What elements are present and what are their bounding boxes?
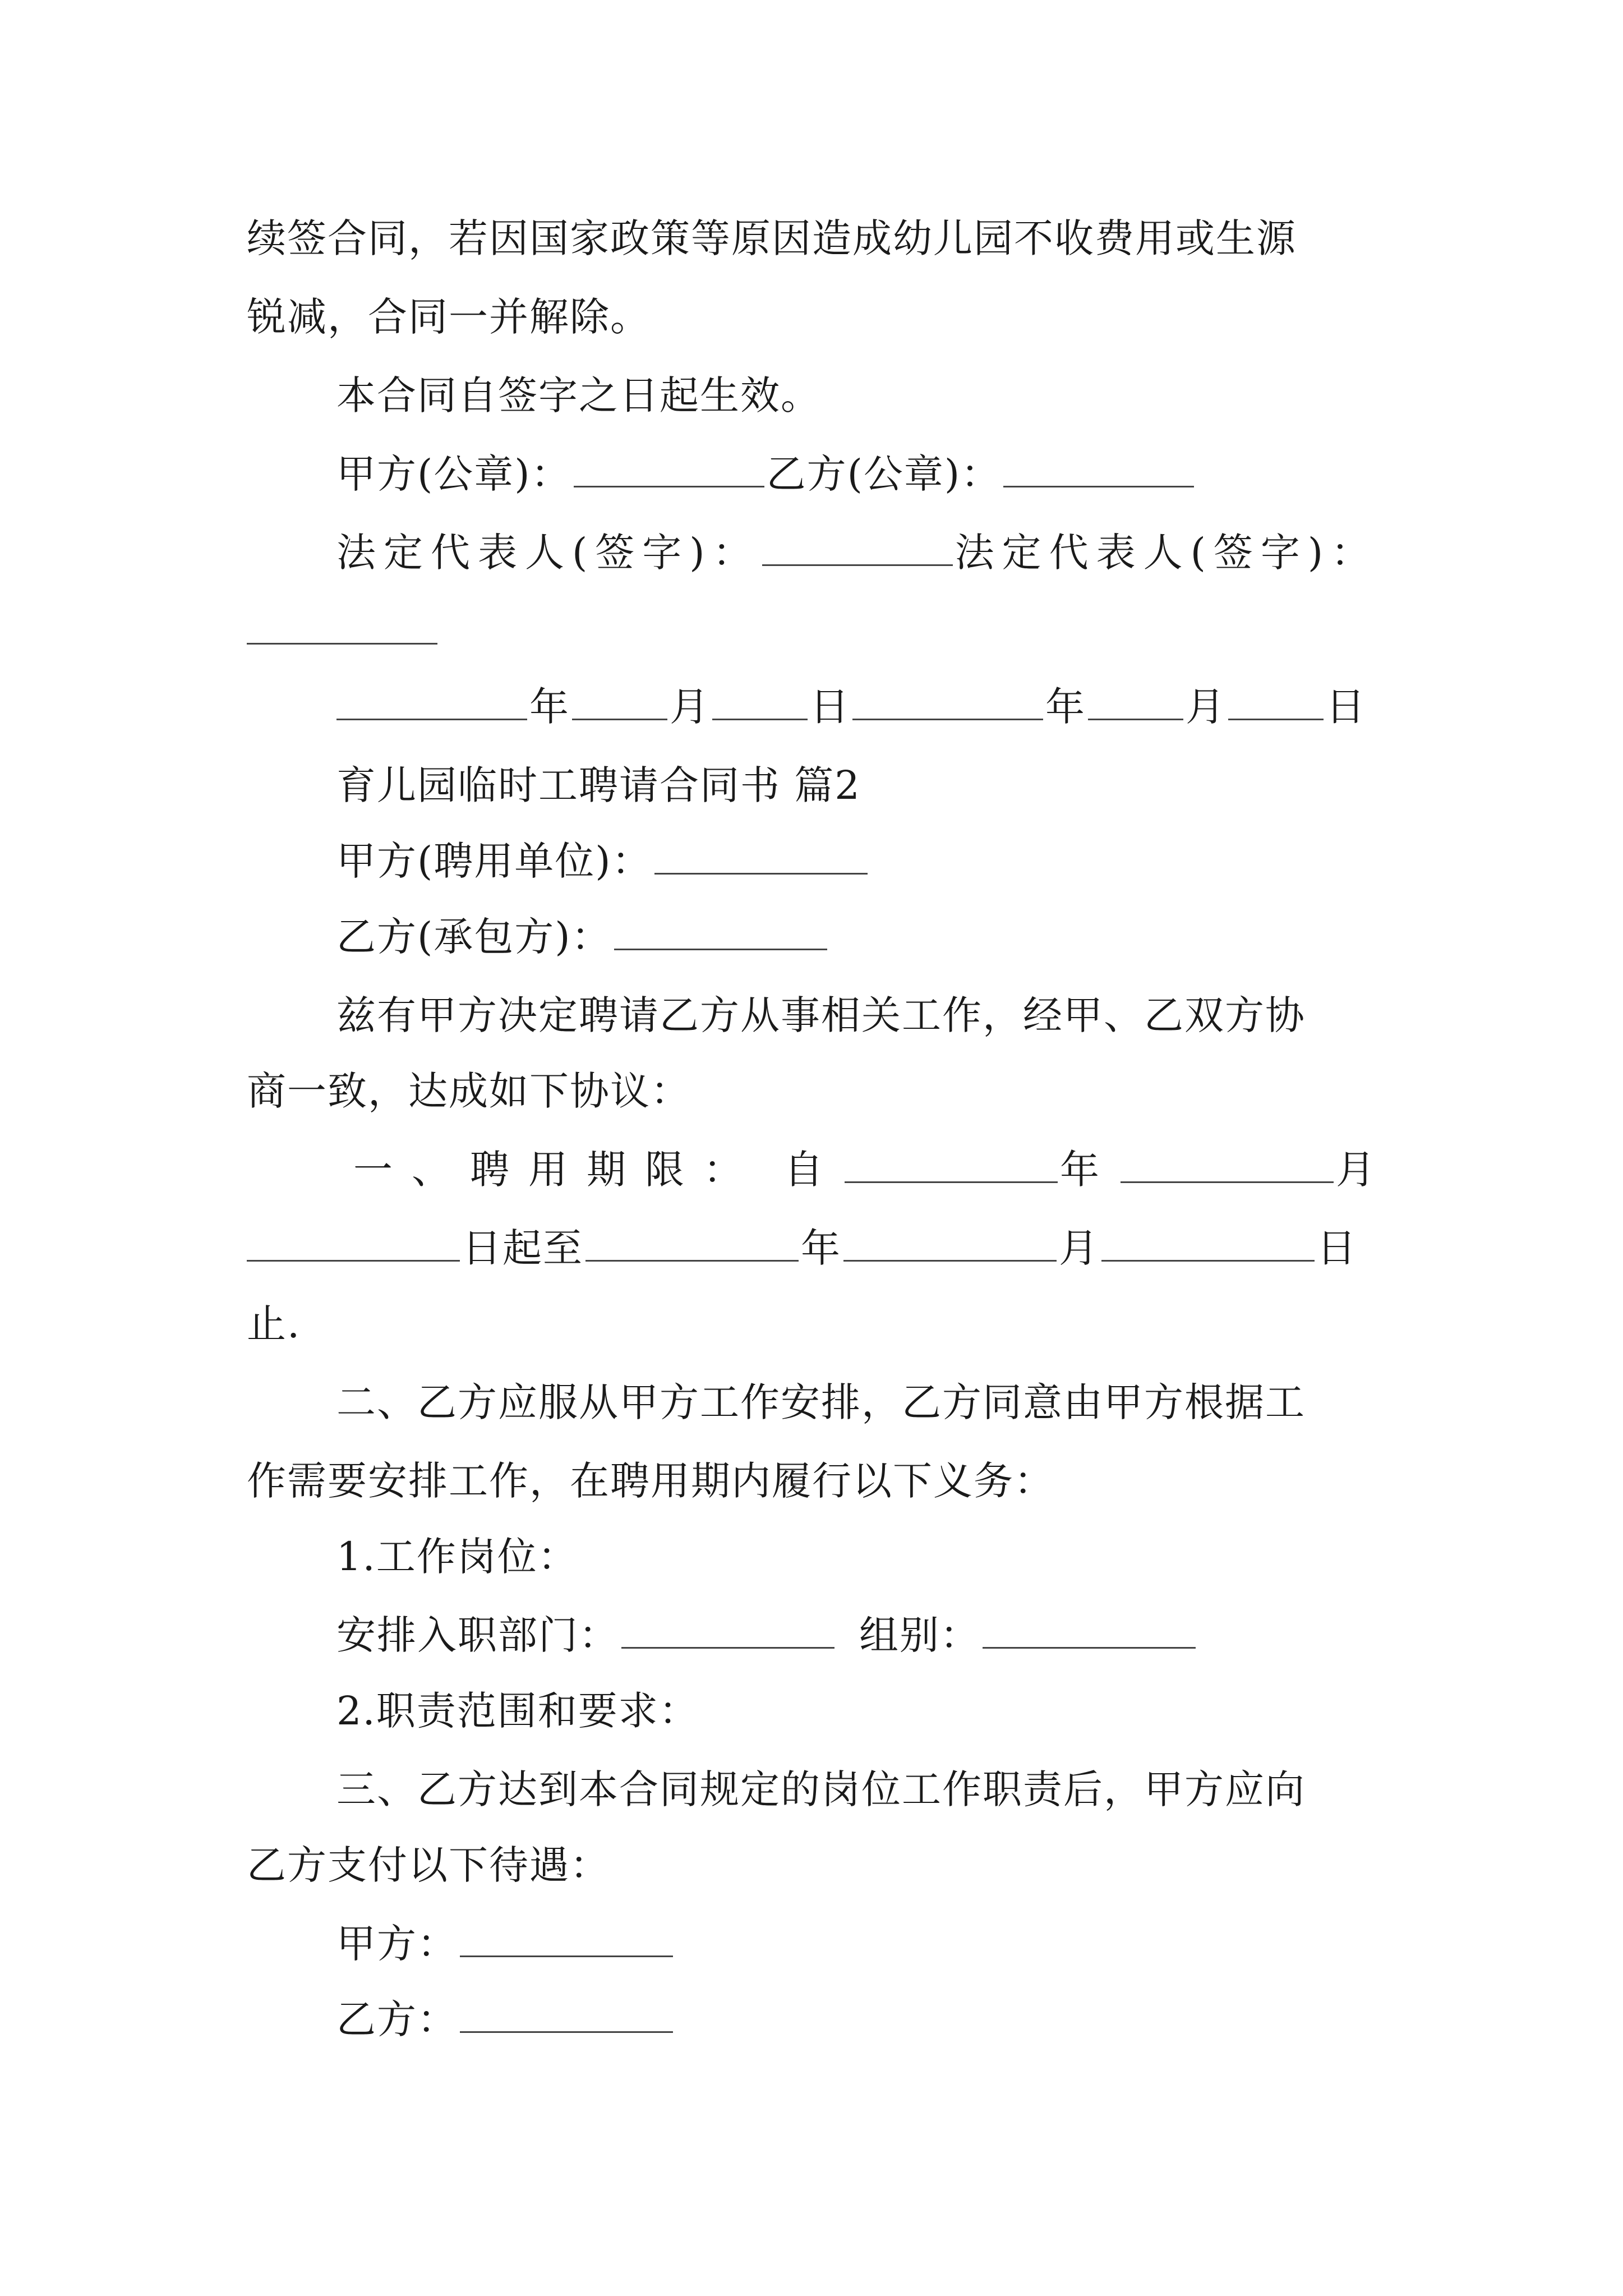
term-start-month-blank bbox=[1121, 1142, 1334, 1183]
employer-blank bbox=[654, 834, 868, 875]
group-label: 组别： bbox=[859, 1612, 980, 1658]
party-b-blank bbox=[460, 1992, 673, 2033]
legal-rep-b-blank-line bbox=[247, 603, 1391, 659]
party-a-label: 甲方： bbox=[336, 1921, 458, 1967]
term-line-2 bbox=[247, 1220, 1391, 1276]
date-line bbox=[336, 679, 1481, 735]
party-a-seal-blank bbox=[574, 447, 764, 487]
party-b-line bbox=[336, 1991, 1481, 2047]
item-1: 1.工作岗位： bbox=[336, 1534, 578, 1580]
legal-rep-b-label: 法定代表人(签字)： bbox=[955, 530, 1378, 576]
date-b-year-blank bbox=[852, 679, 1043, 720]
date-a-day: 日 bbox=[810, 684, 850, 730]
paragraph-line: 锐减，合同一并解除。 bbox=[247, 294, 651, 340]
date-a-month: 月 bbox=[670, 684, 710, 730]
seal-line bbox=[336, 446, 1481, 502]
date-a-year-blank bbox=[336, 679, 527, 720]
term-end-month-blank bbox=[843, 1221, 1057, 1262]
date-b-month-blank bbox=[1088, 679, 1183, 720]
effective-clause: 本合同自签字之日起生效。 bbox=[336, 372, 821, 418]
paragraph-line: 三、乙方达到本合同规定的岗位工作职责后，甲方应向 bbox=[336, 1766, 1306, 1812]
party-b-seal-label: 乙方(公章)： bbox=[766, 451, 1002, 497]
term-end-day: 日 bbox=[1317, 1225, 1357, 1271]
paragraph-line: 乙方支付以下待遇： bbox=[247, 1842, 610, 1888]
term-end-month: 月 bbox=[1059, 1225, 1099, 1271]
term-start-day-blank bbox=[247, 1221, 460, 1262]
term-end-suffix: 止. bbox=[247, 1301, 301, 1347]
term-end-year: 年 bbox=[801, 1225, 841, 1271]
date-b-year: 年 bbox=[1045, 684, 1086, 730]
paragraph-line: 商一致，达成如下协议： bbox=[247, 1068, 691, 1114]
contractor-line bbox=[336, 909, 1481, 965]
date-a-day-blank bbox=[712, 679, 808, 720]
paragraph-line: 二、乙方应服从甲方工作安排，乙方同意由甲方根据工 bbox=[336, 1379, 1306, 1425]
item-2: 2.职责范围和要求： bbox=[336, 1688, 699, 1734]
date-b-day: 日 bbox=[1326, 684, 1366, 730]
employer-line bbox=[336, 833, 1481, 889]
term-start-suffix: 日起至 bbox=[462, 1225, 583, 1271]
date-b-month: 月 bbox=[1186, 684, 1226, 730]
legal-rep-line bbox=[336, 524, 1481, 581]
paragraph-line: 作需要安排工作，在聘用期内履行以下义务： bbox=[247, 1458, 1054, 1504]
paragraph-line: 兹有甲方决定聘请乙方从事相关工作，经甲、乙双方协 bbox=[336, 992, 1306, 1038]
legal-rep-b-blank bbox=[247, 604, 437, 645]
date-a-year: 年 bbox=[529, 684, 570, 730]
date-a-month-blank bbox=[572, 679, 667, 720]
term-label: 一、聘用期限： bbox=[353, 1147, 762, 1193]
dept-line bbox=[336, 1607, 1481, 1663]
section-title: 育儿园临时工聘请合同书 篇2 bbox=[336, 762, 861, 808]
legal-rep-a-blank bbox=[762, 525, 953, 566]
contractor-blank bbox=[614, 909, 827, 950]
paragraph-line: 续签合同，若因国家政策等原因造成幼儿园不收费用或生源 bbox=[247, 215, 1297, 261]
party-b-seal-blank bbox=[1003, 447, 1194, 487]
term-end-year-blank bbox=[585, 1221, 799, 1262]
term-start-year: 年 bbox=[1060, 1147, 1118, 1193]
party-a-line bbox=[336, 1916, 1481, 1972]
term-end-day-blank bbox=[1101, 1221, 1315, 1262]
party-b-label: 乙方： bbox=[336, 1996, 458, 2042]
term-start-year-blank bbox=[845, 1142, 1058, 1183]
party-a-seal-label: 甲方(公章)： bbox=[336, 451, 571, 497]
term-from: 自 bbox=[784, 1147, 842, 1193]
legal-rep-a-label: 法定代表人(签字)： bbox=[336, 530, 760, 576]
dept-label: 安排入职部门： bbox=[336, 1612, 619, 1658]
employer-label: 甲方(聘用单位)： bbox=[336, 838, 652, 884]
dept-blank bbox=[621, 1608, 834, 1649]
date-b-day-blank bbox=[1228, 679, 1324, 720]
group-blank bbox=[983, 1608, 1196, 1649]
party-a-blank bbox=[460, 1916, 673, 1957]
term-start-month: 月 bbox=[1336, 1147, 1394, 1193]
term-line bbox=[353, 1142, 1497, 1198]
contractor-label: 乙方(承包方)： bbox=[336, 914, 612, 960]
